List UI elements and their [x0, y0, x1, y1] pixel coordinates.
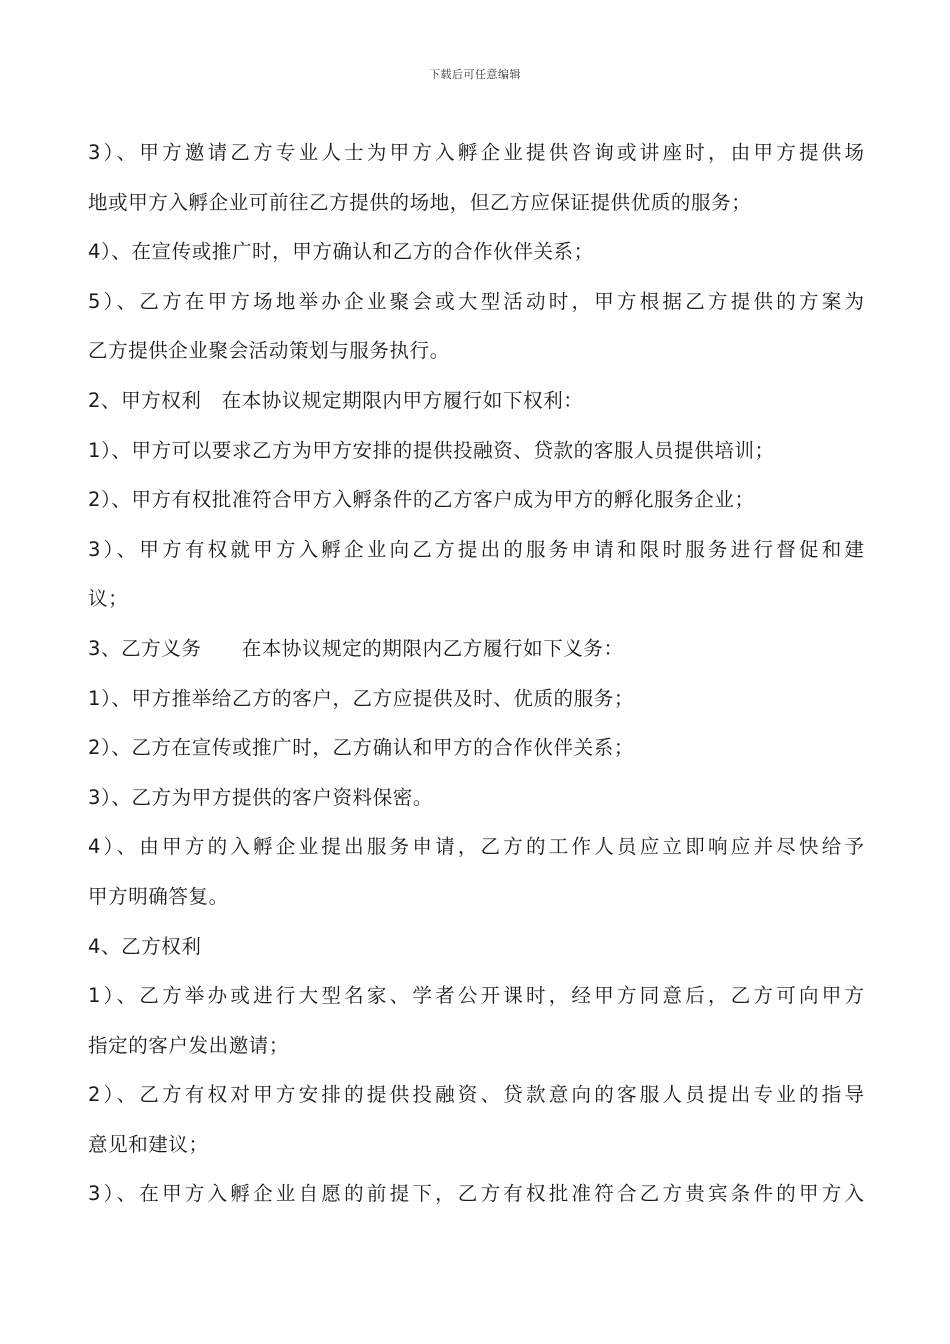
agreement-body	[88, 128, 864, 1219]
section-heading-line: 4、乙方权利	[88, 934, 202, 958]
section-heading-line: 3、乙方义务 在本协议规定的期限内乙方履行如下义务：	[88, 636, 624, 660]
paragraph-line: 1）、甲方可以要求乙方为甲方安排的提供投融资、贷款的客服人员提供培训；	[88, 438, 775, 462]
paragraph-line: 3）、在甲方入孵企业自愿的前提下，乙方有权批准符合乙方贵宾条件的甲方入	[88, 1182, 864, 1206]
paragraph-line: 地或甲方入孵企业可前往乙方提供的场地，但乙方应保证提供优质的服务；	[88, 190, 752, 214]
paragraph-line: 4）、在宣传或推广时，甲方确认和乙方的合作伙伴关系；	[88, 240, 594, 264]
paragraph-line: 议；	[88, 587, 129, 611]
paragraph-line: 意见和建议；	[88, 1132, 209, 1156]
paragraph-line: 指定的客户发出邀请；	[88, 1033, 290, 1057]
paragraph-line: 2）、乙方有权对甲方安排的提供投融资、贷款意向的客服人员提出专业的指导	[88, 1083, 864, 1107]
paragraph-line: 3）、甲方有权就甲方入孵企业向乙方提出的服务申请和限时服务进行督促和建	[88, 537, 864, 561]
paragraph-line: 3）、甲方邀请乙方专业人士为甲方入孵企业提供咨询或讲座时，由甲方提供场	[88, 141, 864, 164]
paragraph-line: 1）、甲方推举给乙方的客户，乙方应提供及时、优质的服务；	[88, 686, 634, 710]
section-heading-line: 2、甲方权利 在本协议规定期限内甲方履行如下权利：	[88, 388, 584, 412]
paragraph-line: 2）、乙方在宣传或推广时，乙方确认和甲方的合作伙伴关系；	[88, 736, 634, 760]
paragraph-line: 3）、乙方为甲方提供的客户资料保密。	[88, 785, 433, 809]
paragraph-line: 甲方明确答复。	[88, 884, 229, 908]
page-header-note: 下载后可任意编辑	[429, 68, 521, 81]
paragraph-line: 4）、由甲方的入孵企业提出服务申请，乙方的工作人员应立即响应并尽快给予	[88, 835, 864, 859]
paragraph-line: 乙方提供企业聚会活动策划与服务执行。	[88, 339, 450, 363]
paragraph-line: 1）、乙方举办或进行大型名家、学者公开课时，经甲方同意后，乙方可向甲方	[88, 984, 864, 1008]
paragraph-line: 5）、乙方在甲方场地举办企业聚会或大型活动时，甲方根据乙方提供的方案为	[88, 289, 864, 313]
paragraph-line: 2）、甲方有权批准符合甲方入孵条件的乙方客户成为甲方的孵化服务企业；	[88, 488, 755, 512]
